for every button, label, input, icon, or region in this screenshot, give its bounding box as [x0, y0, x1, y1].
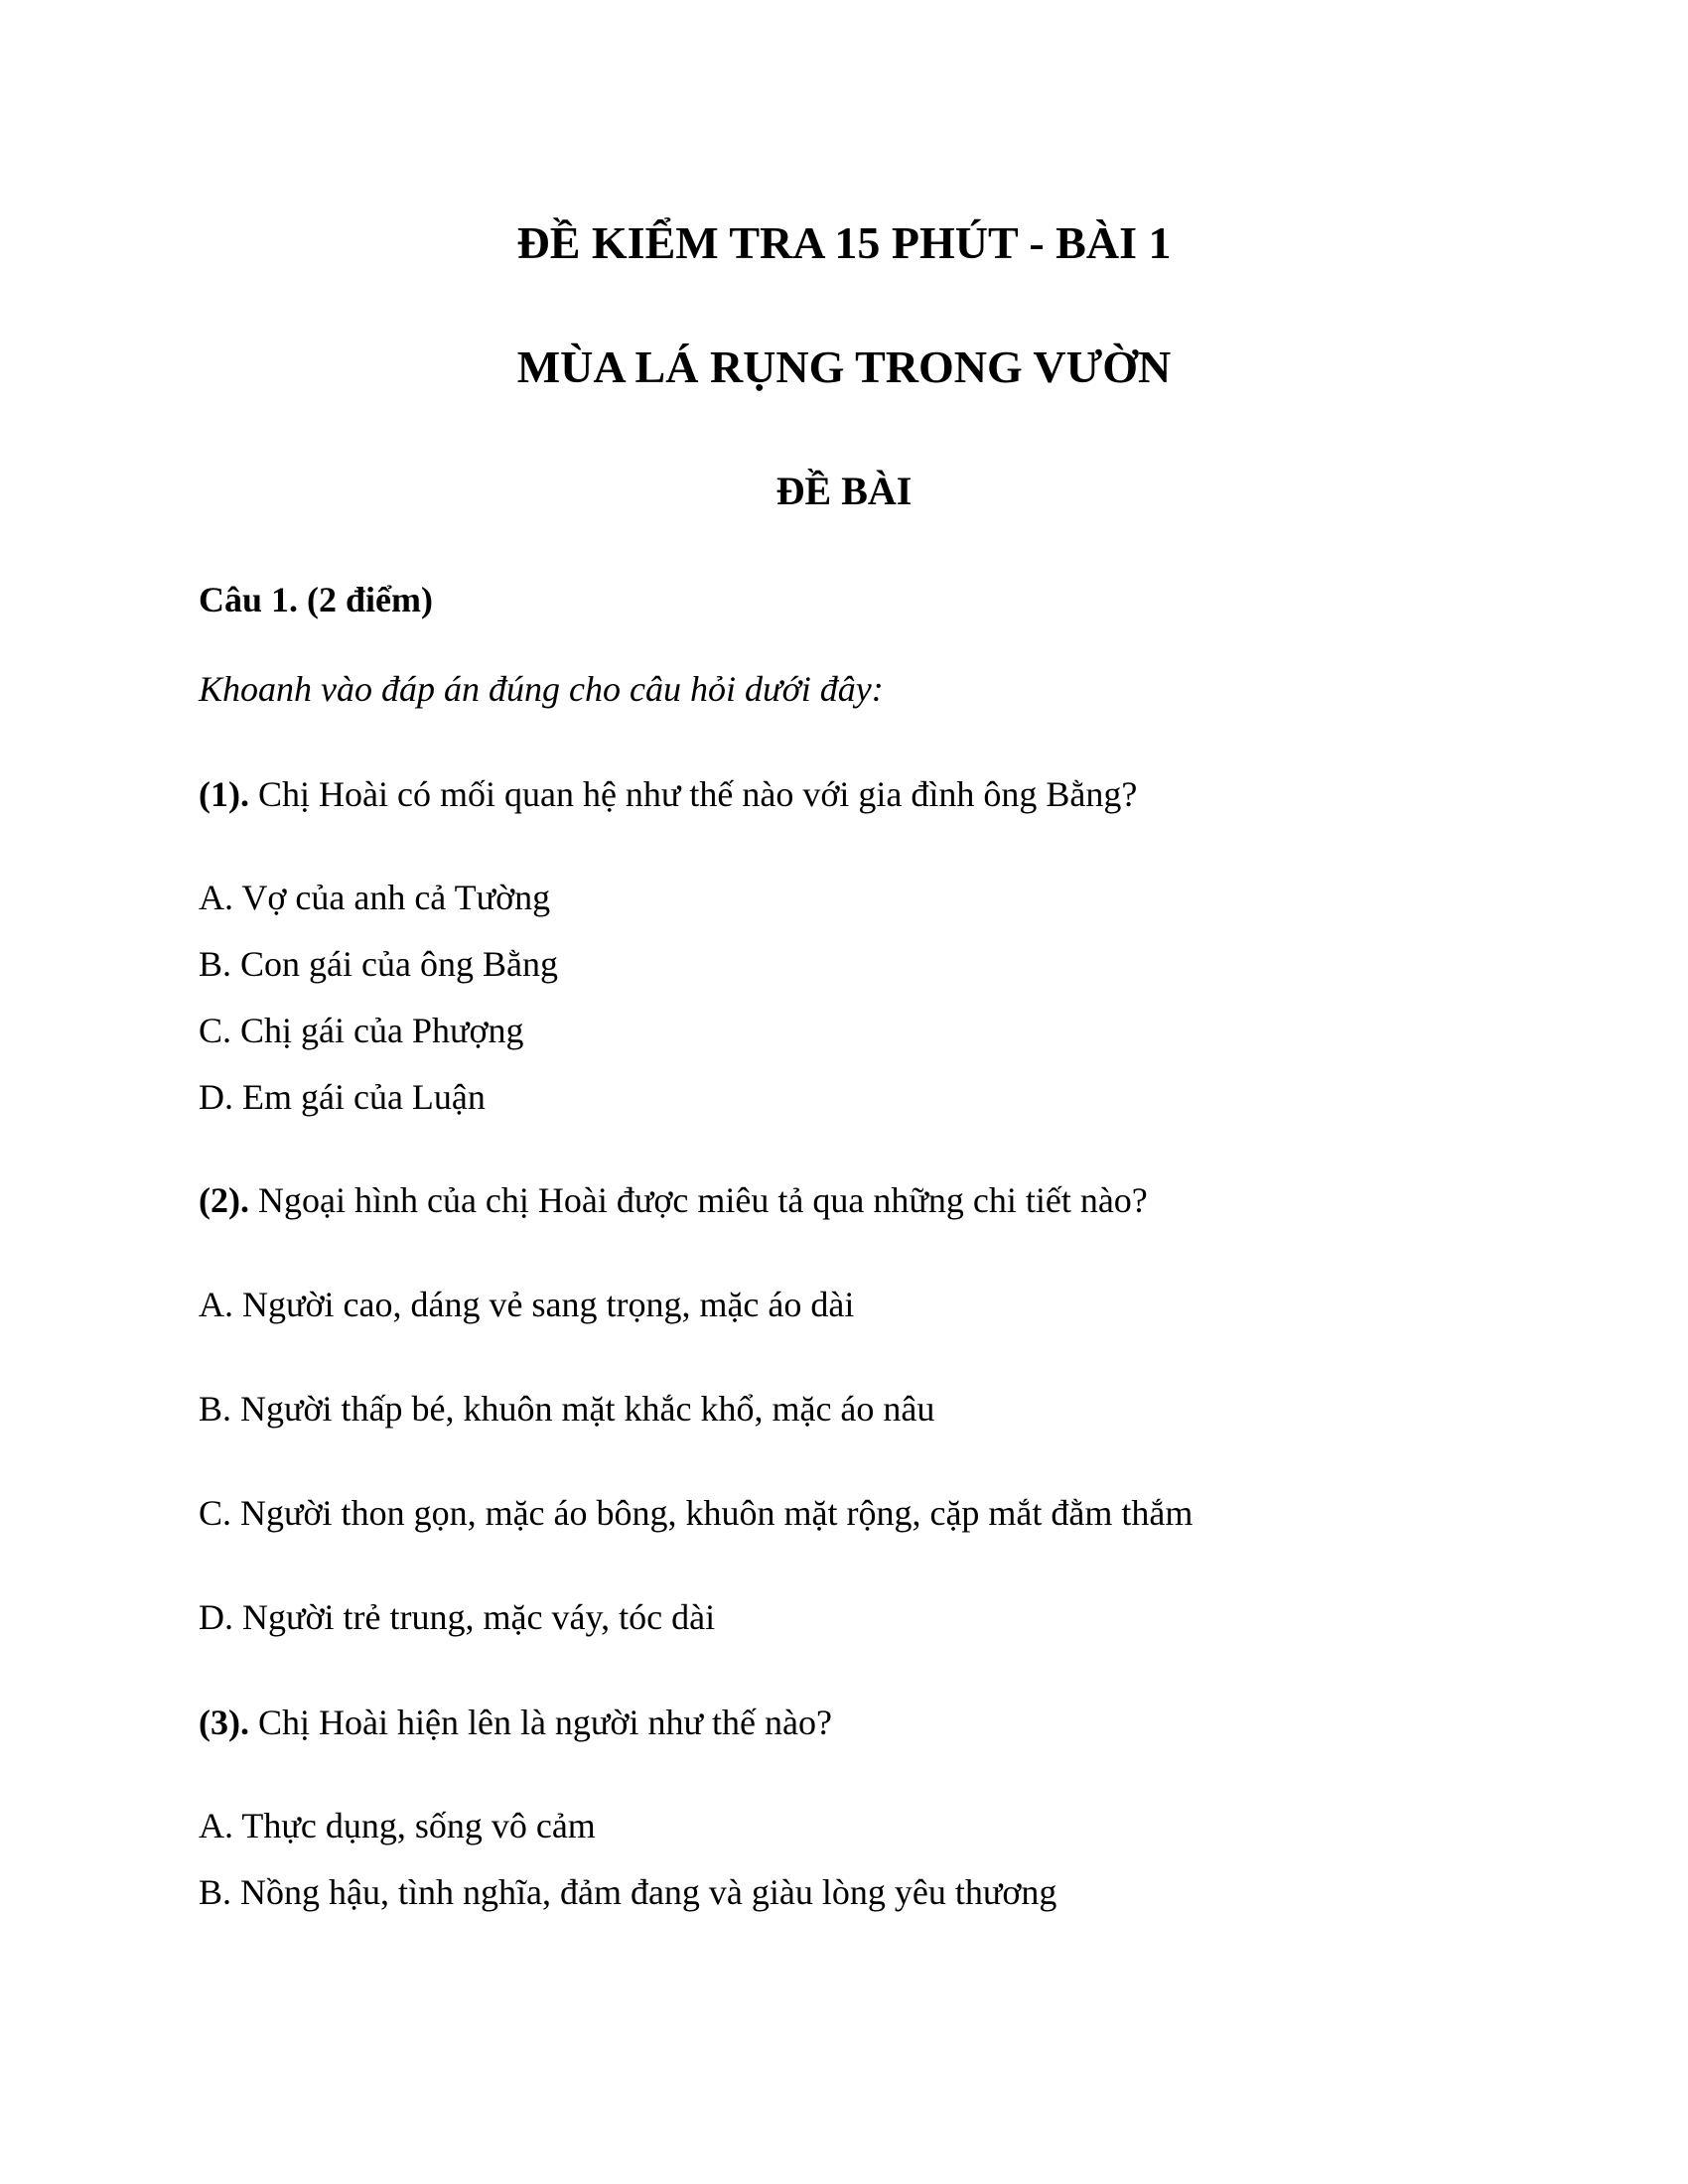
answer-option: D. Người trẻ trung, mặc váy, tóc dài — [199, 1597, 716, 1637]
answer-option: A. Thực dụng, sống vô cảm — [199, 1806, 596, 1845]
question-item-number: (2). — [199, 1180, 249, 1220]
answer-option: A. Vợ của anh cả Tường — [199, 878, 551, 917]
question-item-number: (3). — [199, 1703, 249, 1742]
section-heading: ĐỀ BÀI — [775, 469, 913, 513]
answer-option: C. Người thon gọn, mặc áo bông, khuôn mặt rộng, cặp mắt đằm thắm — [199, 1493, 1194, 1533]
question-instruction: Khoanh vào đáp án đúng cho câu hỏi dưới đây: — [199, 669, 884, 709]
question-item-text: Chị Hoài có mối quan hệ như thế nào với gia đình ông Bằng? — [248, 774, 1138, 814]
answer-option: C. Chị gái của Phượng — [199, 1011, 524, 1050]
answer-option: B. Người thấp bé, khuôn mặt khắc khổ, mặc áo nâu — [199, 1389, 935, 1429]
answer-option: B. Nồng hậu, tình nghĩa, đảm đang và giàu lòng yêu thương — [199, 1872, 1057, 1912]
question-item-2 — [199, 1178, 1148, 1222]
question-item-text: Chị Hoài hiện lên là người như thế nào? — [248, 1703, 832, 1742]
question-item-text: Ngoại hình của chị Hoài được miêu tả qua những chi tiết nào? — [248, 1180, 1148, 1220]
question-item-number: (1). — [199, 774, 249, 814]
document-title: ĐỀ KIỂM TRA 15 PHÚT - BÀI 1 — [516, 217, 1172, 268]
question-item-1 — [199, 772, 1137, 816]
question-label: Câu 1. (2 điểm) — [199, 580, 433, 619]
answer-option: D. Em gái của Luận — [199, 1077, 486, 1117]
answer-option: B. Con gái của ông Bằng — [199, 944, 558, 984]
question-item-3 — [199, 1701, 832, 1744]
answer-option: A. Người cao, dáng vẻ sang trọng, mặc áo dài — [199, 1285, 855, 1324]
document-subtitle: MÙA LÁ RỤNG TRONG VƯỜN — [516, 341, 1172, 392]
